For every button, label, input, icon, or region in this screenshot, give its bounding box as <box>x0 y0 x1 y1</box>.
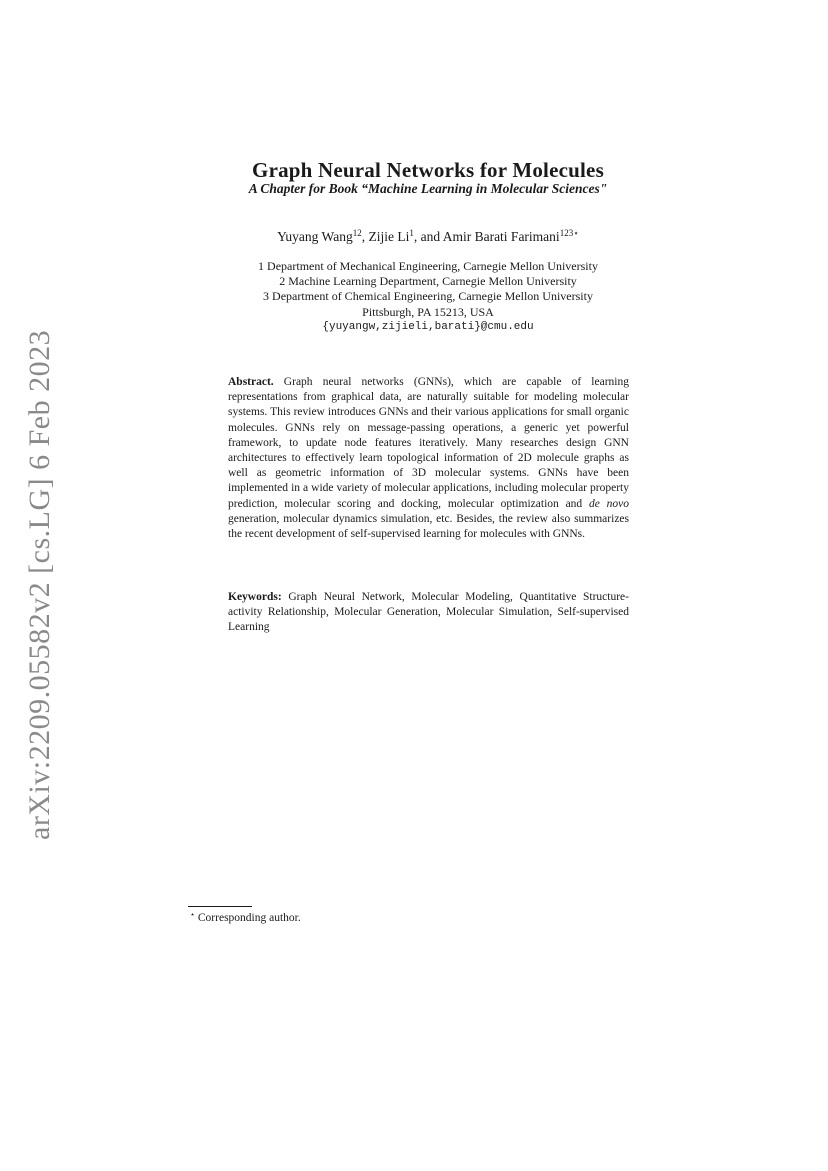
paper-title: Graph Neural Networks for Molecules <box>252 158 604 182</box>
abstract-text: generation, molecular dynamics simulation, etc. Besides, the review also summarizes the recent development of self-supervised learning for molecules with GNNs. <box>228 512 629 541</box>
footnote-text: Corresponding author. <box>195 912 301 924</box>
abstract-text: Graph neural networks (GNNs), which are capable of learning representations from graphical data, are naturally suitable for modeling molecular systems. This review introduces GNNs and their various applications for small organic molecules. GNNs rely on message-passing operations, a generic yet powerful framework, to update node features iteratively. Many researches design GNN architectures to effectively learn topological information of 2D molecule graphs as well as geometric information of 3D molecular systems. GNNs have been implemented in a wide variety of molecular applications, including molecular property prediction, molecular scoring and docking, molecular optimization and <box>228 376 629 510</box>
author-emails: {yuyangw,zijieli,barati}@cmu.edu <box>322 320 534 333</box>
author-separator: , and <box>413 229 443 244</box>
footnote-divider <box>188 906 252 907</box>
keywords-label: Keywords: <box>228 591 282 603</box>
keywords-text: Graph Neural Network, Molecular Modeling, Quantitative Structure-activity Relationship, Molecular Generation, Molecular Simulation, Self-supervised Learning <box>228 591 629 634</box>
arxiv-identifier-stamp: arXiv:2209.05582v2 [cs.LG] 6 Feb 2023 <box>23 329 56 840</box>
abstract-label: Abstract. <box>228 376 274 388</box>
author-affiliation-mark: 12 <box>352 228 362 238</box>
abstract-paragraph <box>228 375 629 542</box>
affiliation-line: Pittsburgh, PA 15213, USA <box>362 304 494 319</box>
keywords-paragraph <box>228 590 629 636</box>
paper-subtitle: A Chapter for Book “Machine Learning in Molecular Sciences" <box>248 181 608 196</box>
footnote <box>190 912 301 924</box>
author-name: Amir Barati Farimani <box>442 229 560 244</box>
author-name: Zijie Li <box>368 229 410 244</box>
author-name: Yuyang Wang <box>277 229 353 244</box>
affiliation-line: 1 Department of Mechanical Engineering, Carnegie Mellon University <box>258 259 598 273</box>
footnote-mark: ⋆ <box>190 910 196 919</box>
affiliation-line: 3 Department of Chemical Engineering, Carnegie Mellon University <box>263 289 593 304</box>
affiliation-block <box>0 259 828 335</box>
author-affiliation-mark: 123⋆ <box>559 228 579 238</box>
author-separator: , <box>361 229 369 244</box>
author-affiliation-mark: 1 <box>409 228 414 238</box>
author-list <box>0 229 828 245</box>
affiliation-line: 2 Machine Learning Department, Carnegie Mellon University <box>279 274 577 289</box>
abstract-italic-term: de novo <box>588 497 629 510</box>
